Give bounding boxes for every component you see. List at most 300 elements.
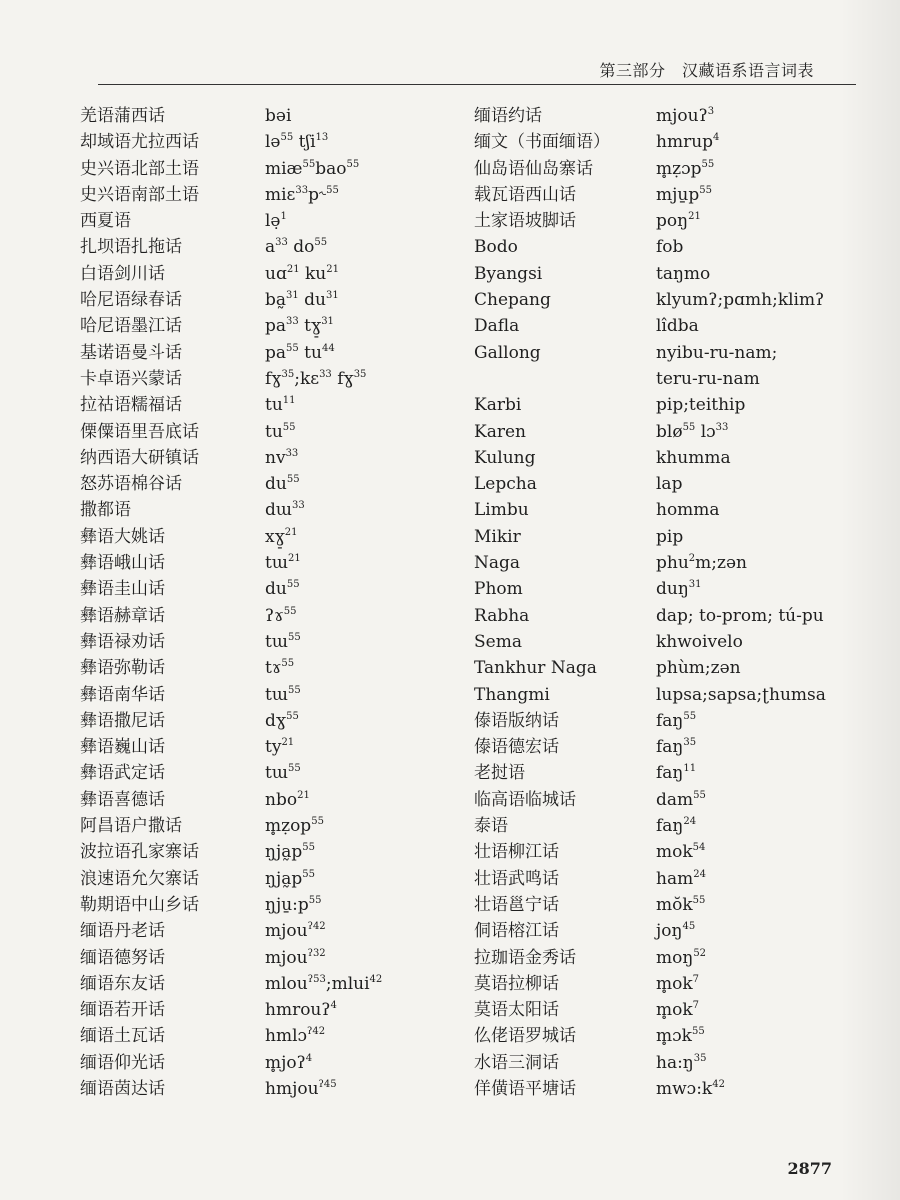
form-segment: faŋ	[656, 737, 684, 758]
form-segment: tɯ	[265, 763, 288, 784]
language-name: 却域语尤拉西话	[80, 132, 199, 153]
word-form	[656, 839, 705, 865]
form-segment: ŋja̰p	[265, 842, 303, 863]
tone-superscript: 4	[330, 1000, 337, 1012]
language-name: Lepcha	[474, 474, 537, 495]
tone-superscript: 13	[315, 132, 329, 144]
word-form	[656, 603, 824, 629]
language-name: Tankhur Naga	[474, 658, 597, 679]
word-form	[656, 655, 741, 681]
word-form	[265, 392, 296, 418]
tone-superscript: 45	[682, 921, 696, 933]
word-form	[656, 629, 743, 655]
word-form	[656, 918, 695, 944]
word-form	[265, 445, 298, 471]
entry-row	[474, 1050, 826, 1076]
tone-superscript: 55	[283, 605, 297, 617]
entry-row	[474, 918, 826, 944]
entry-row	[474, 655, 826, 681]
word-form	[656, 497, 720, 523]
entry-row	[474, 182, 826, 208]
form-segment: blø	[656, 421, 683, 442]
form-segment: m̥ok	[656, 1000, 693, 1021]
form-segment: joŋ	[656, 921, 683, 942]
language-name: 壮语柳江话	[474, 842, 559, 863]
language-name: 缅语若开话	[80, 1000, 165, 1021]
tone-superscript: 55	[701, 158, 715, 170]
form-segment: lupsa;sapsa;ʈhumsa	[656, 684, 826, 705]
word-form	[265, 971, 382, 997]
form-segment: tɣ̠	[298, 316, 322, 337]
language-name: 壮语武鸣话	[474, 868, 559, 889]
entry-row	[80, 445, 382, 471]
entry-row	[474, 997, 826, 1023]
right-column	[474, 103, 826, 1102]
language-name: 白语剑川话	[80, 263, 165, 284]
tone-superscript: ʔ45	[318, 1078, 337, 1090]
form-segment: m̥ok	[656, 973, 693, 994]
entry-row	[80, 497, 382, 523]
form-segment: miɛ	[265, 184, 296, 205]
tone-superscript: 33	[295, 184, 309, 196]
word-form	[656, 366, 760, 392]
entry-row	[474, 708, 826, 734]
language-name: 缅语丹老话	[80, 921, 165, 942]
tone-superscript: 55	[683, 710, 697, 722]
form-segment: dɣ	[265, 710, 287, 731]
entry-row	[80, 655, 382, 681]
language-name: 佯僙语平塘话	[474, 1078, 576, 1099]
form-segment: moŋ	[656, 947, 694, 968]
language-name: 彝语喜德话	[80, 789, 165, 810]
word-form	[656, 576, 702, 602]
tone-superscript: 55	[282, 421, 296, 433]
word-form	[656, 760, 696, 786]
word-form	[656, 813, 696, 839]
word-form	[656, 682, 826, 708]
tone-superscript: 21	[286, 263, 300, 275]
entry-row	[80, 287, 382, 313]
word-form	[265, 918, 326, 944]
tone-superscript: 11	[282, 395, 296, 407]
form-segment: m̥ẓɔp	[656, 158, 702, 179]
tone-superscript: 42	[369, 973, 383, 985]
word-form	[656, 866, 706, 892]
form-segment: m̥ɔk	[656, 1026, 692, 1047]
word-form	[656, 129, 719, 155]
language-name: 哈尼语墨江话	[80, 316, 182, 337]
word-form	[265, 655, 294, 681]
word-form	[265, 366, 366, 392]
tone-superscript: 55	[287, 763, 301, 775]
form-segment: m;zən	[695, 553, 747, 574]
entry-row	[474, 471, 826, 497]
entry-row	[474, 366, 826, 392]
form-segment: ŋja̰p	[265, 868, 303, 889]
language-name: 缅语约话	[474, 106, 542, 126]
entry-row	[474, 234, 826, 260]
word-form	[656, 419, 728, 445]
language-name: 卡卓语兴蒙话	[80, 368, 182, 389]
word-form	[265, 156, 359, 182]
language-name: Sema	[474, 631, 522, 652]
language-name: 彝语峨山话	[80, 553, 165, 574]
tone-superscript: 31	[326, 290, 339, 302]
tone-superscript: 31	[286, 290, 299, 302]
language-name: Limbu	[474, 500, 529, 521]
tone-superscript: 55	[281, 658, 295, 670]
tone-superscript: 55	[287, 631, 301, 643]
tone-superscript: 55	[286, 342, 299, 354]
entry-row	[474, 576, 826, 602]
language-name: Dafla	[474, 316, 520, 337]
form-segment: mjouʔ	[656, 106, 708, 126]
language-name: 缅语东友话	[80, 973, 165, 994]
tone-superscript: 55	[693, 789, 706, 801]
tone-superscript: 21	[284, 526, 298, 538]
tone-superscript: 21	[688, 211, 701, 223]
form-segment: dam	[656, 789, 694, 810]
word-form	[656, 971, 699, 997]
language-name: 哈尼语绿春话	[80, 290, 182, 311]
language-name: 水语三洞话	[474, 1052, 559, 1073]
language-name: 傈僳语里吾底话	[80, 421, 199, 442]
form-segment: do	[287, 237, 315, 258]
tone-superscript: 31	[321, 316, 334, 328]
form-segment: lîdba	[656, 316, 699, 337]
form-segment: mjou	[265, 947, 308, 968]
language-name: 彝语大姚话	[80, 526, 165, 547]
entry-row	[474, 839, 826, 865]
entry-row	[474, 392, 826, 418]
form-segment: lɔ	[695, 421, 716, 442]
word-form	[265, 866, 315, 892]
form-segment: uɑ	[265, 263, 287, 284]
tone-superscript: 55	[314, 237, 328, 249]
word-form	[656, 1023, 705, 1049]
language-name: 载瓦语西山话	[474, 184, 576, 205]
entry-row	[474, 629, 826, 655]
entry-row	[474, 1076, 826, 1102]
entry-row	[474, 419, 826, 445]
entry-row	[474, 682, 826, 708]
form-segment: dap; to-prom; tú-pu	[656, 605, 824, 626]
form-segment: homma	[656, 500, 720, 521]
language-name: 彝语禄劝话	[80, 631, 165, 652]
tone-superscript: 55	[699, 184, 712, 196]
entry-row	[474, 287, 826, 313]
form-segment: taŋmo	[656, 263, 711, 284]
form-segment: lə	[265, 132, 281, 153]
entry-row	[80, 892, 382, 918]
entry-row	[80, 918, 382, 944]
language-name: 壮语邕宁话	[474, 894, 559, 915]
entry-row	[80, 182, 382, 208]
entry-row	[474, 866, 826, 892]
word-form	[265, 129, 328, 155]
tone-superscript: 35	[693, 1052, 707, 1064]
form-segment: hmrouʔ	[265, 1000, 331, 1021]
form-segment: xɣ̠	[265, 526, 285, 547]
language-name: 撒都语	[80, 500, 131, 521]
form-segment: faŋ	[656, 710, 684, 731]
entry-row	[80, 945, 382, 971]
tone-superscript: 44	[321, 342, 335, 354]
form-segment: faŋ	[656, 763, 684, 784]
word-form	[265, 629, 301, 655]
tone-superscript: 55	[346, 158, 360, 170]
entry-row	[474, 445, 826, 471]
word-form	[265, 340, 335, 366]
form-segment: phùm;zən	[656, 658, 741, 679]
entry-row	[80, 392, 382, 418]
form-segment: dɯ	[265, 500, 293, 521]
tone-superscript: ʔ42	[307, 1026, 326, 1038]
word-form	[656, 313, 699, 339]
form-segment: ;mlui	[325, 973, 370, 994]
language-name: 彝语撒尼话	[80, 710, 165, 731]
form-segment: mok	[656, 842, 693, 863]
tone-superscript: 55	[302, 842, 315, 854]
entry-row	[474, 156, 826, 182]
form-segment: teru-ru-nam	[656, 368, 760, 389]
language-name: 纳西语大研镇话	[80, 447, 199, 468]
tone-superscript: 54	[692, 842, 706, 854]
word-form	[265, 734, 294, 760]
word-form	[265, 997, 337, 1023]
entry-row	[80, 550, 382, 576]
language-name: 拉祜语糯福话	[80, 395, 182, 416]
language-name: 缅语土瓦话	[80, 1026, 165, 1047]
language-name: 羌语蒲西话	[80, 106, 165, 126]
tone-superscript: 35	[683, 737, 697, 749]
entry-row	[474, 497, 826, 523]
word-form	[656, 708, 696, 734]
tone-superscript: 1	[280, 211, 287, 223]
page-number: 2877	[787, 1159, 832, 1178]
tone-superscript: 55	[302, 868, 315, 880]
language-name: 彝语赫章话	[80, 605, 165, 626]
tone-superscript: 33	[286, 316, 299, 328]
entry-row	[474, 208, 826, 234]
tone-superscript: 21	[326, 263, 339, 275]
entry-row	[80, 471, 382, 497]
form-segment: du	[298, 290, 327, 311]
language-name: 傣语德宏话	[474, 737, 559, 758]
entry-row	[474, 760, 826, 786]
form-segment: ham	[656, 868, 694, 889]
entry-row	[474, 734, 826, 760]
form-segment: bəi	[265, 106, 292, 126]
form-segment: faŋ	[656, 816, 684, 837]
tone-superscript: 55	[326, 184, 339, 196]
language-name: 阿昌语户撒话	[80, 816, 182, 837]
language-name: 缅语仰光话	[80, 1052, 165, 1073]
language-name: 傣语版纳话	[474, 710, 559, 731]
entry-row	[80, 971, 382, 997]
form-segment: ʔɤ	[265, 605, 284, 626]
tone-superscript: 35	[281, 368, 295, 380]
form-segment: p˞	[308, 184, 327, 205]
word-form	[656, 340, 777, 366]
word-form	[656, 182, 712, 208]
language-name: Karbi	[474, 395, 522, 416]
form-segment: phu	[656, 553, 689, 574]
entry-row	[80, 997, 382, 1023]
form-segment: a	[265, 237, 276, 258]
form-segment: bao	[315, 158, 347, 179]
form-segment: pa	[265, 342, 287, 363]
language-name: 浪速语允欠寨话	[80, 868, 199, 889]
word-form	[265, 1050, 312, 1076]
form-segment: nyibu-ru-nam;	[656, 342, 778, 363]
word-form	[656, 471, 682, 497]
language-name: 彝语武定话	[80, 763, 165, 784]
running-header	[0, 0, 900, 90]
word-form	[656, 550, 747, 576]
tone-superscript: 24	[693, 868, 706, 880]
entry-row	[80, 366, 382, 392]
entry-row	[80, 708, 382, 734]
tone-superscript: 55	[286, 710, 299, 722]
form-segment: tʃi	[293, 132, 316, 153]
tone-superscript: 55	[308, 894, 322, 906]
entry-row	[80, 103, 382, 129]
word-form	[656, 103, 714, 129]
tone-superscript: 7	[692, 1000, 700, 1012]
word-form	[656, 945, 706, 971]
language-name: 西夏语	[80, 211, 131, 232]
tone-superscript: 55	[682, 421, 696, 433]
form-segment: tu	[265, 421, 283, 442]
language-name: 勒期语中山乡话	[80, 894, 199, 915]
entry-row	[80, 1076, 382, 1102]
entry-row	[474, 603, 826, 629]
tone-superscript: 55	[311, 816, 324, 828]
language-name: 土家语坡脚话	[474, 211, 576, 232]
form-segment: ;kɛ	[294, 368, 320, 389]
left-column	[80, 103, 382, 1102]
word-form	[265, 182, 339, 208]
word-form	[656, 261, 710, 287]
word-form	[265, 603, 296, 629]
word-form	[656, 892, 705, 918]
form-segment: ba̰	[265, 290, 287, 311]
language-name: 扎坝语扎拖话	[80, 237, 182, 258]
tone-superscript: 33	[715, 421, 729, 433]
word-form	[265, 524, 298, 550]
language-name: Phom	[474, 579, 523, 600]
form-segment: tɯ	[265, 553, 288, 574]
language-name: 仙岛语仙岛寨话	[474, 158, 593, 179]
form-segment: tu	[265, 395, 283, 416]
language-name: Rabha	[474, 605, 530, 626]
language-name: 拉珈语金秀话	[474, 947, 576, 968]
form-segment: lap	[656, 474, 683, 495]
tone-superscript: 55	[692, 894, 706, 906]
language-name: 缅语茵达话	[80, 1078, 165, 1099]
word-form	[656, 1050, 707, 1076]
entry-row	[474, 813, 826, 839]
entry-row	[474, 261, 826, 287]
tone-superscript: ʔ42	[307, 921, 326, 933]
entry-row	[80, 866, 382, 892]
tone-superscript: 33	[275, 237, 288, 249]
tone-superscript: 24	[683, 816, 697, 828]
form-segment: lə̣	[265, 211, 281, 232]
language-name: Bodo	[474, 237, 518, 258]
form-segment: ty	[265, 737, 282, 758]
language-name: 史兴语南部土语	[80, 184, 199, 205]
form-segment: fɣ	[331, 368, 354, 389]
word-form	[265, 813, 324, 839]
form-segment: hmlɔ	[265, 1026, 308, 1047]
tone-superscript: 33	[285, 447, 299, 459]
word-form	[656, 997, 699, 1023]
word-form	[265, 787, 310, 813]
tone-superscript: 4	[713, 132, 720, 144]
language-name: 彝语南华话	[80, 684, 165, 705]
tone-superscript: 11	[683, 763, 697, 775]
word-form	[265, 208, 287, 234]
word-form	[656, 234, 683, 260]
entry-row	[80, 760, 382, 786]
entry-row	[80, 313, 382, 339]
word-form	[265, 760, 301, 786]
word-form	[656, 524, 683, 550]
entry-row	[80, 603, 382, 629]
form-segment: mju̱p	[656, 184, 700, 205]
form-segment: tɤ	[265, 658, 282, 679]
entry-row	[80, 787, 382, 813]
entry-row	[80, 1023, 382, 1049]
form-segment: tu	[298, 342, 322, 363]
tone-superscript: 21	[287, 553, 301, 565]
entry-row	[80, 261, 382, 287]
entry-row	[80, 340, 382, 366]
language-name: 侗语榕江话	[474, 921, 559, 942]
word-form	[265, 892, 322, 918]
entry-row	[474, 313, 826, 339]
form-segment: hmrup	[656, 132, 714, 153]
word-form	[656, 734, 696, 760]
form-segment: poŋ	[656, 211, 689, 232]
form-segment: mjou	[265, 921, 308, 942]
language-name: 老挝语	[474, 763, 525, 784]
language-name: 史兴语北部土语	[80, 158, 199, 179]
form-segment: pip	[656, 526, 684, 547]
form-segment: hmjou	[265, 1078, 319, 1099]
form-segment: tɯ	[265, 631, 288, 652]
form-segment: fɣ	[265, 368, 282, 389]
entry-row	[80, 682, 382, 708]
tone-superscript: 21	[281, 737, 295, 749]
language-name: Kulung	[474, 447, 536, 468]
word-form	[656, 1076, 725, 1102]
tone-superscript: 55	[286, 474, 300, 486]
tone-superscript: 55	[302, 158, 316, 170]
entry-row	[474, 129, 826, 155]
language-name: 波拉语孔家寨话	[80, 842, 199, 863]
entry-row	[80, 1050, 382, 1076]
language-name: 缅语德努话	[80, 947, 165, 968]
tone-superscript: 55	[287, 684, 301, 696]
word-form	[265, 1076, 337, 1102]
language-name: Thangmi	[474, 684, 550, 705]
language-name: 莫语太阳话	[474, 1000, 559, 1021]
entry-row	[474, 524, 826, 550]
word-form	[265, 839, 315, 865]
